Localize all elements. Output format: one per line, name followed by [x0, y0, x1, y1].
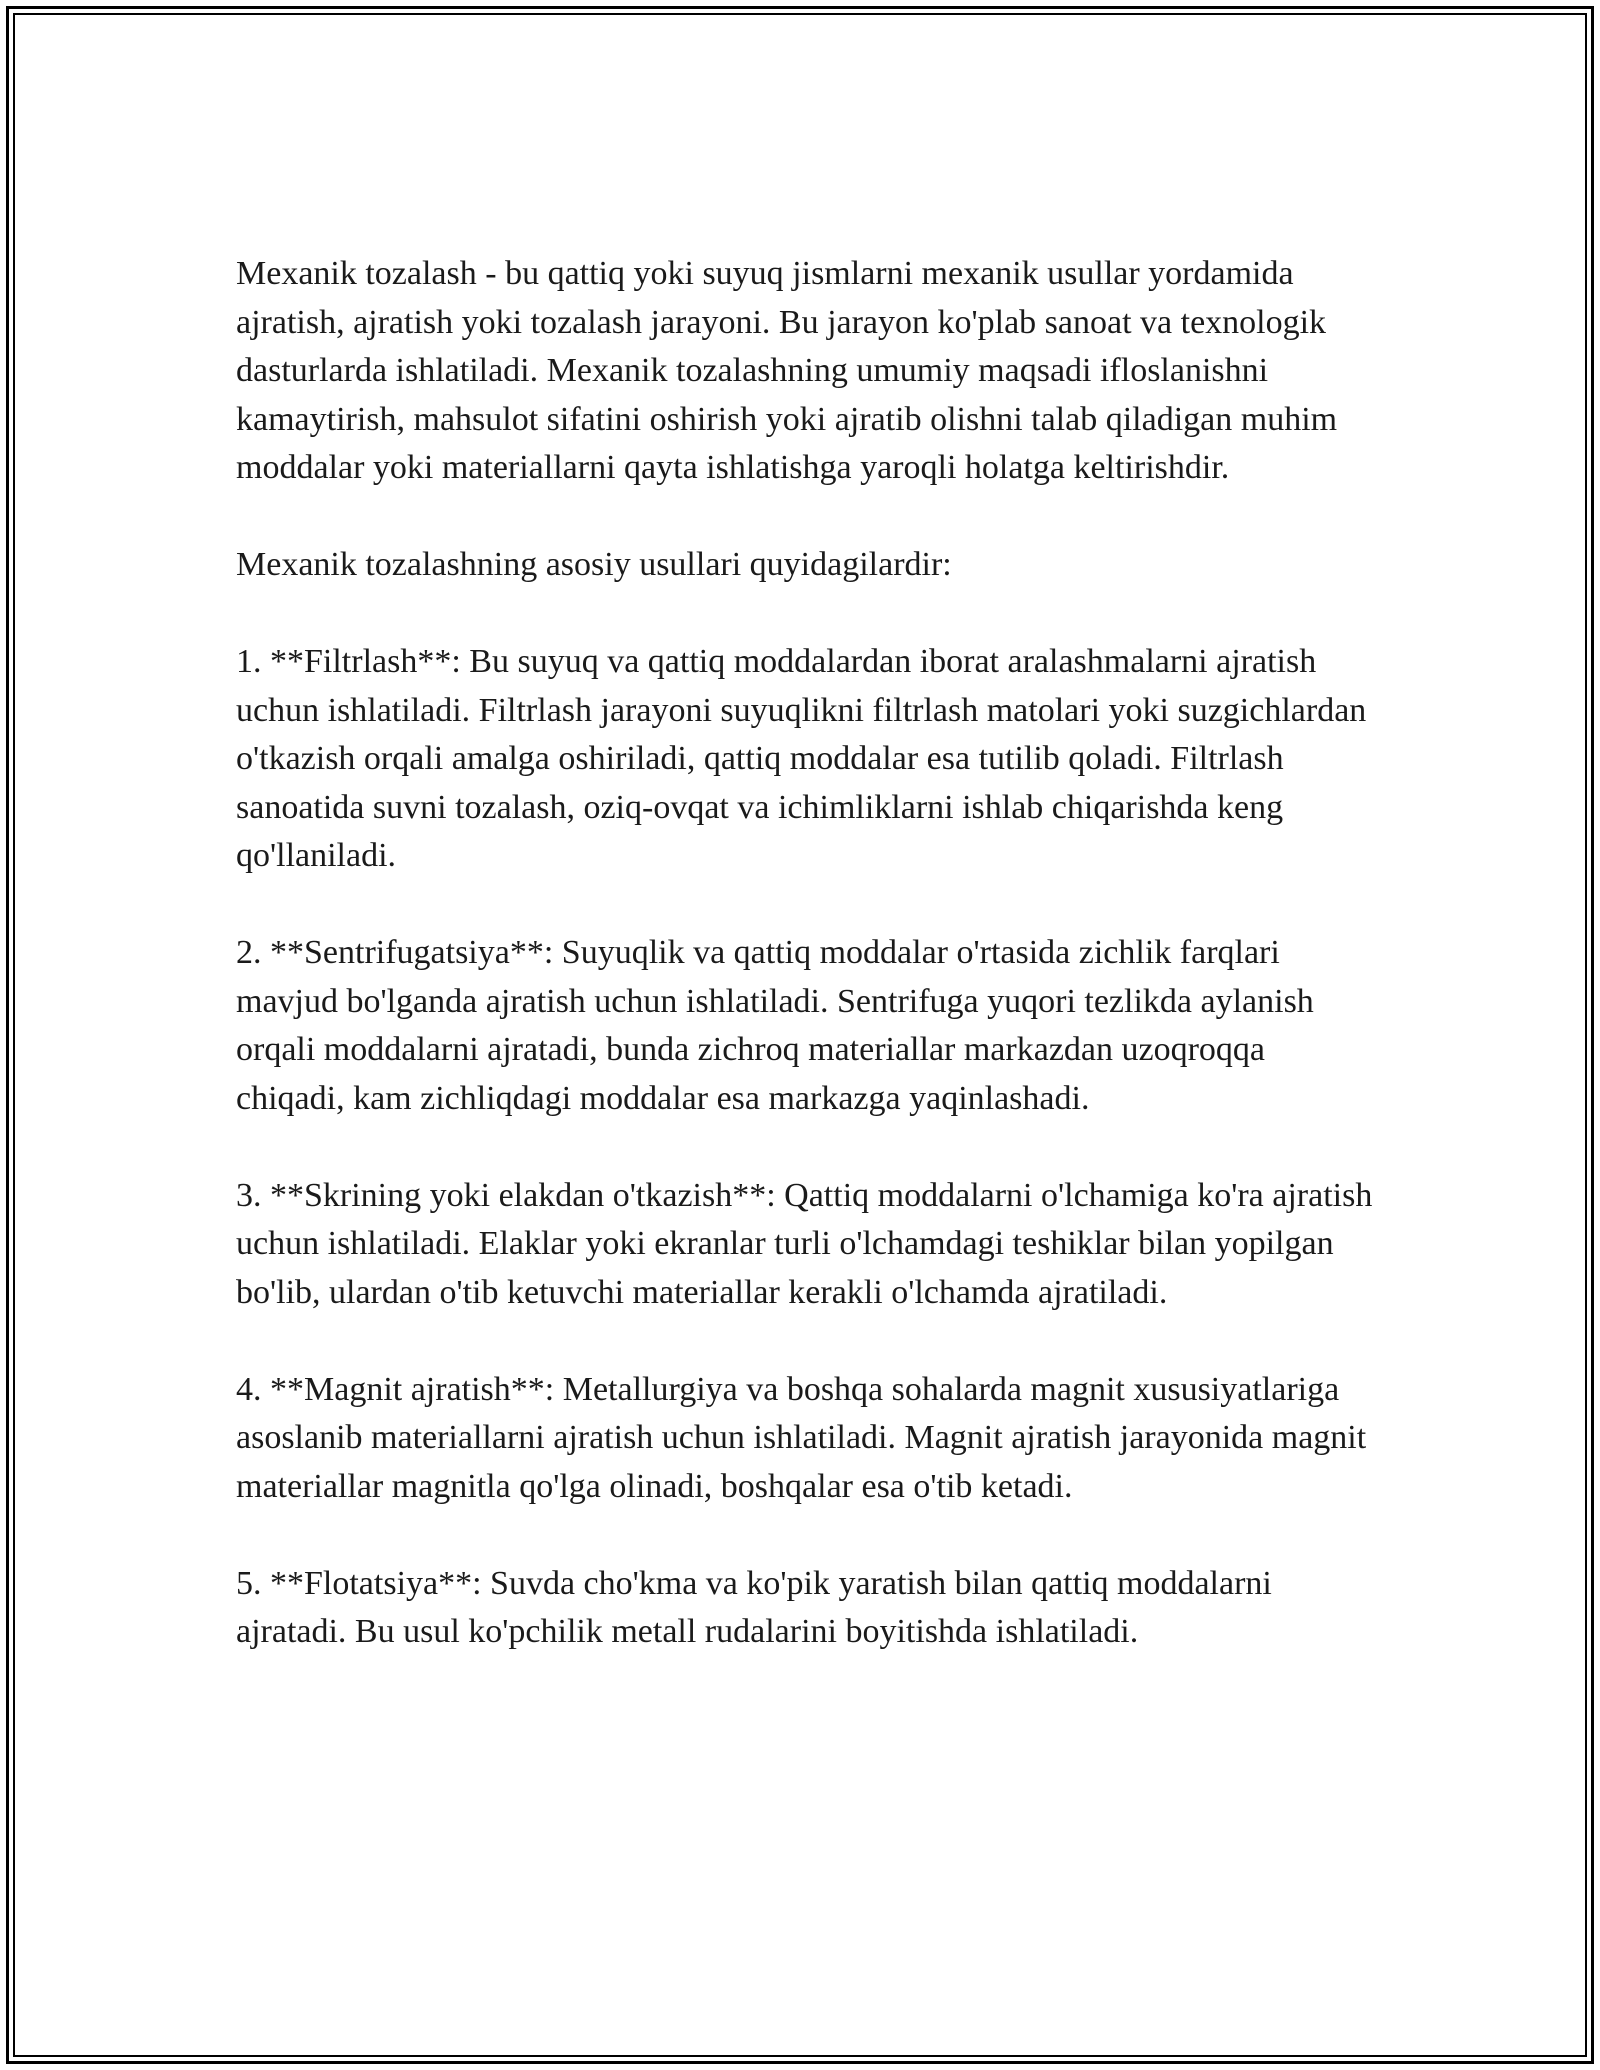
list-item-filtrlash: 1. **Filtrlash**: Bu suyuq va qattiq moddalardan iborat aralashmalarni ajratish uchun ishlatiladi. Filtrlash jarayoni suyuqlikni filtrlash matolari yoki suzgichlardan o'tkazish orqali amalga oshiriladi, qattiq moddalar esa tutilib qoladi. Filtrlash sanoatida suvni tozalash, oziq-ovqat va ichimliklarni ishlab chiqarishda keng qo'llaniladi.: [236, 643, 1367, 874]
list-item-flotatsiya: 5. **Flotatsiya**: Suvda cho'kma va ko'pik yaratish bilan qattiq moddalarni ajratadi. Bu usul ko'pchilik metall rudalarini boyitishda ishlatiladi.: [236, 1564, 1272, 1650]
list-item-sentrifugatsiya: 2. **Sentrifugatsiya**: Suyuqlik va qattiq moddalar o'rtasida zichlik farqlari mavjud bo'lganda ajratish uchun ishlatiladi. Sentrifuga yuqori tezlikda aylanish orqali moddalarni ajratadi, bunda zichroq materiallar markazdan uzoqroqqa chiqadi, kam zichliqdagi moddalar esa markazga yaqinlashadi.: [236, 934, 1314, 1117]
list-item-magnit-ajratish: 4. **Magnit ajratish**: Metallurgiya va boshqa sohalarda magnit xususiyatlariga asoslanib materiallarni ajratish uchun ishlatiladi. Magnit ajratish jarayonida magnit materiallar magnitla qo'lga olinadi, boshqalar esa o'tib ketadi.: [236, 1370, 1367, 1505]
methods-heading-paragraph: Mexanik tozalashning asosiy usullari quyidagilardir:: [236, 546, 952, 583]
intro-paragraph: Mexanik tozalash - bu qattiq yoki suyuq jismlarni mexanik usullar yordamida ajratish, ajratish yoki tozalash jarayoni. Bu jarayon ko'plab sanoat va texnologik dasturlarda ishlatiladi. Mexanik tozalashning umumiy maqsadi ifloslanishni kamaytirish, mahsulot sifatini oshirish yoki ajratib olishni talab qiladigan muhim moddalar yoki materiallarni qayta ishlatishga yaroqli holatga keltirishdir.: [236, 255, 1338, 486]
list-item-skrining: 3. **Skrining yoki elakdan o'tkazish**: Qattiq moddalarni o'lchamiga ko'ra ajratish uchun ishlatiladi. Elaklar yoki ekranlar turli o'lchamdagi teshiklar bilan yopilgan bo'lib, ulardan o'tib ketuvchi materiallar kerakli o'lchamda ajratiladi.: [236, 1176, 1373, 1311]
document-body: [236, 250, 1376, 1657]
